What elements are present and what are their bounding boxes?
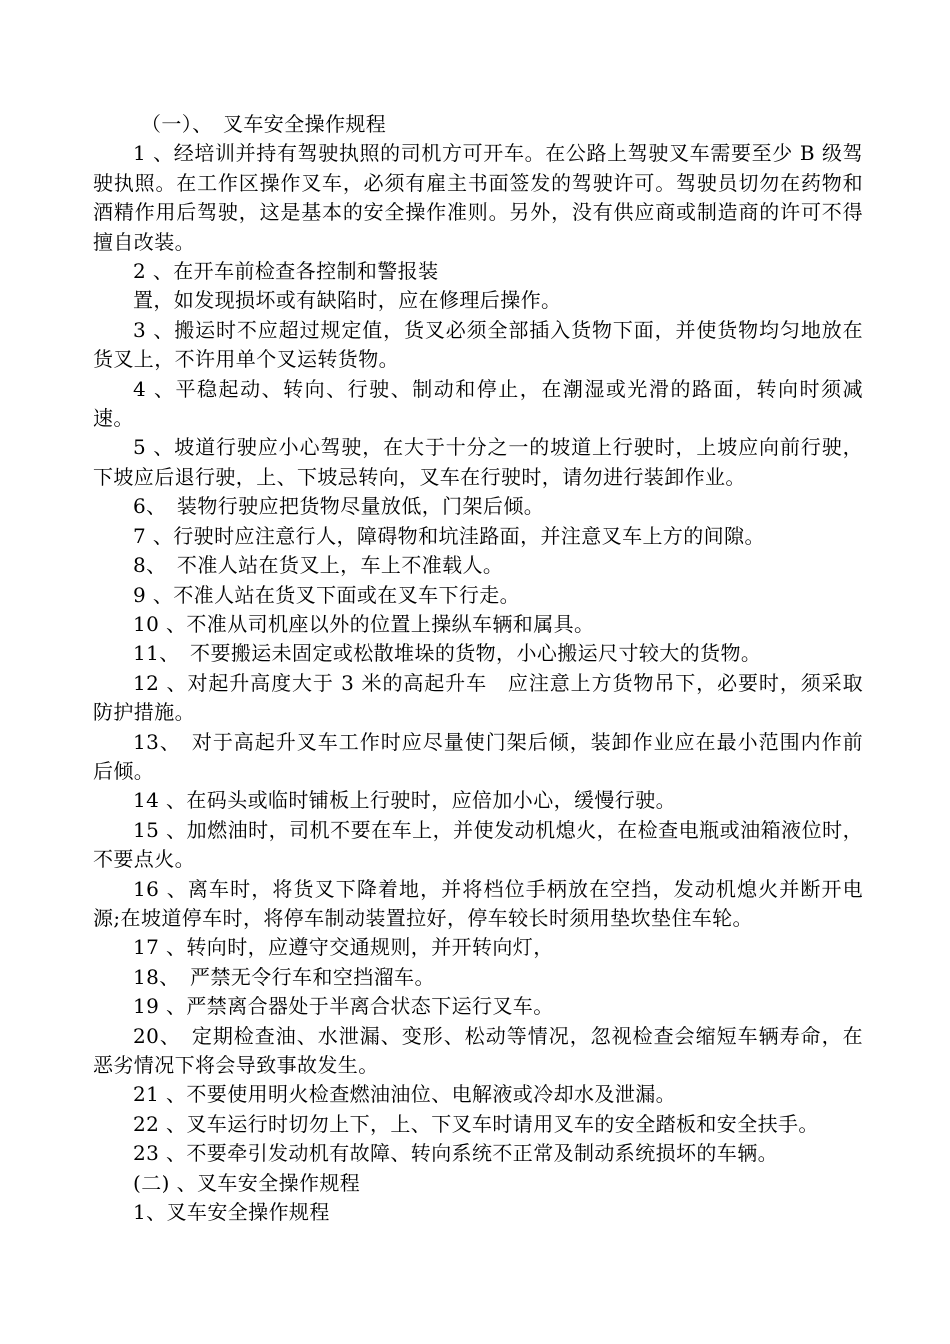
rule-item-22: 22 、叉车运行时切勿上下，上、下叉车时请用叉车的安全踏板和安全扶手。	[133, 1111, 819, 1136]
rule-item-20: 20、 定期检查油、水泄漏、变形、松动等情况，忽视检查会缩短车辆寿命，在恶劣情况下将会导致事故发生。	[93, 1023, 863, 1077]
rule-item-4: 4 、平稳起动、转向、行驶、制动和停止，在潮湿或光滑的路面，转向时须减速。	[93, 376, 863, 431]
rule-item-16: 16 、离车时，将货叉下降着地，并将档位手柄放在空挡，发动机熄火并断开电源;在坡道停车时，将停车制动装置拉好，停车较长时须用垫坎垫住车轮。	[93, 876, 863, 930]
subsection-heading-1: 1、叉车安全操作规程	[133, 1200, 330, 1225]
rule-item-1: 1 、经培训并持有驾驶执照的司机方可开车。在公路上驾驶叉车需要至少 B 级驾驶执照。在工作区操作叉车，必须有雇主书面签发的驾驶许可。驾驶员切勿在药物和酒精作用后驾驶，这是基本的安全操作准则。另外，没有供应商或制造商的许可不得擅自改装。	[93, 141, 863, 254]
rule-item-6: 6、 装物行驶应把货物尽量放低，门架后倾。	[133, 494, 545, 519]
rule-item-3: 3 、搬运时不应超过规定值，货叉必须全部插入货物下面，并使货物均匀地放在货叉上，不许用单个叉运转货物。	[93, 317, 863, 372]
rule-item-18: 18、 严禁无令行车和空挡溜车。	[133, 964, 435, 989]
rule-item-7: 7 、行驶时应注意行人，障碍物和坑洼路面，并注意叉车上方的间隙。	[133, 523, 765, 548]
rule-item-10: 10 、不准从司机座以外的位置上操纵车辆和属具。	[133, 611, 595, 636]
rule-item-15: 15 、加燃油时，司机不要在车上，并使发动机熄火，在检查电瓶或油箱液位时，不要点火。	[93, 817, 863, 872]
rule-item-17: 17 、转向时，应遵守交通规则，并开转向灯，	[133, 935, 554, 960]
rule-item-2-continued: 置，如发现损坏或有缺陷时，应在修理后操作。	[133, 288, 562, 313]
rule-item-12: 12 、对起升高度大于 3 米的高起升车 应注意上方货物吊下，必要时，须采取防护措施。	[93, 670, 863, 725]
rule-item-11: 11、 不要搬运未固定或松散堆垛的货物，小心搬运尺寸较大的货物。	[133, 641, 762, 666]
section-heading-2: (二) 、叉车安全操作规程	[133, 1170, 361, 1195]
rule-item-8: 8、 不准人站在货叉上，车上不准载人。	[133, 553, 504, 578]
rule-item-23: 23 、不要牵引发动机有故障、转向系统不正常及制动系统损坏的车辆。	[133, 1141, 779, 1166]
rule-item-13: 13、 对于高起升叉车工作时应尽量使门架后倾，装卸作业应在最小范围内作前后倾。	[93, 729, 863, 783]
section-heading-1: （一）、 叉车安全操作规程	[141, 112, 387, 136]
rule-item-14: 14 、在码头或临时铺板上行驶时，应倍加小心，缓慢行驶。	[133, 788, 677, 813]
document-body	[93, 110, 863, 1227]
rule-item-5: 5 、坡道行驶应小心驾驶，在大于十分之一的坡道上行驶时，上坡应向前行驶，下坡应后退行驶，上、下坡忌转向，叉车在行驶时，请勿进行装卸作业。	[93, 435, 863, 489]
rule-item-9: 9 、不准人站在货叉下面或在叉车下行走。	[133, 582, 521, 607]
rule-item-2: 2 、在开车前检查各控制和警报装	[133, 259, 439, 284]
rule-item-19: 19 、严禁离合器处于半离合状态下运行叉车。	[133, 994, 554, 1019]
rule-item-21: 21 、不要使用明火检查燃油油位、电解液或冷却水及泄漏。	[133, 1082, 677, 1107]
